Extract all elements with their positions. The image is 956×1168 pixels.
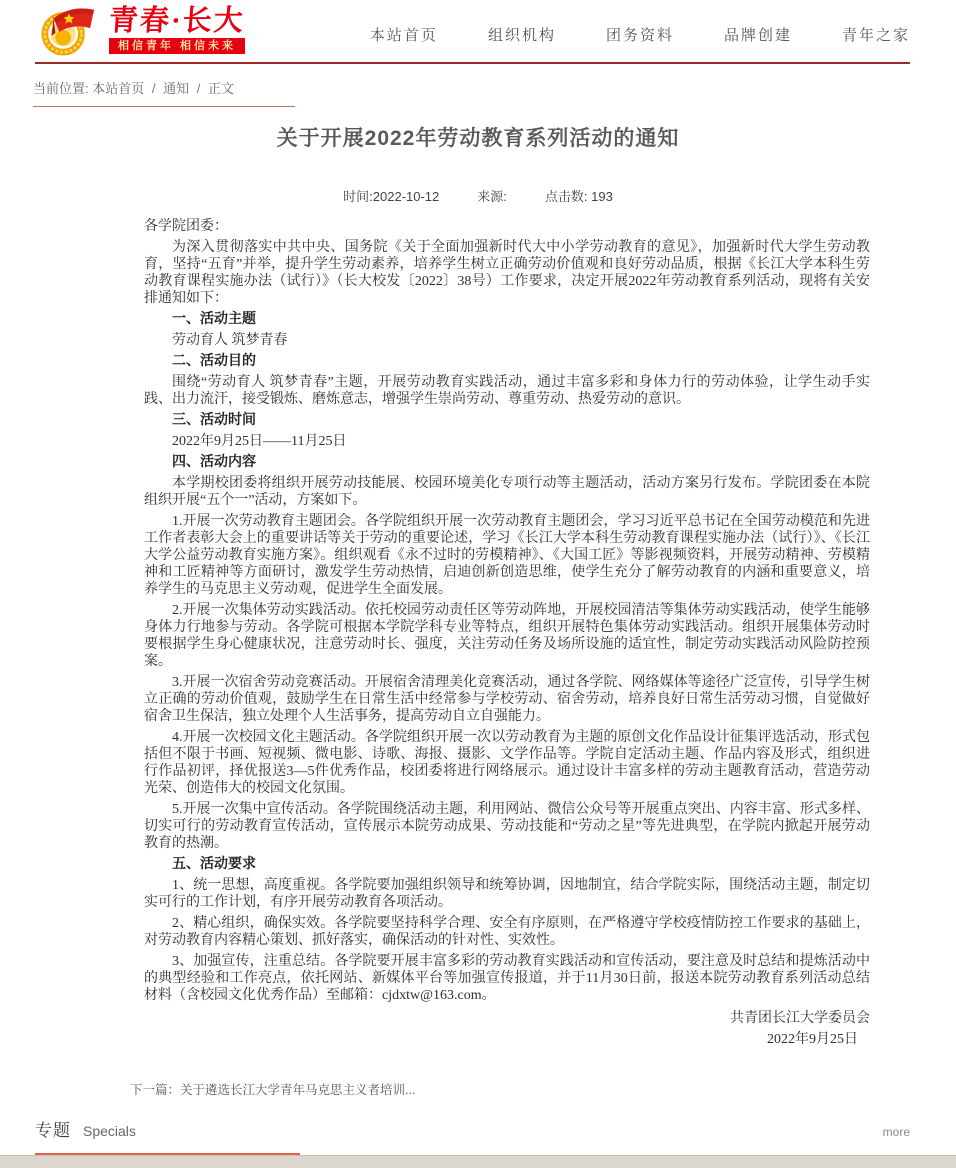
article-meta xyxy=(0,186,956,205)
main-nav xyxy=(370,24,910,45)
nav-item-brand-building[interactable]: 品牌创建 xyxy=(723,26,792,44)
signature-date: 2022年9月25日 xyxy=(767,1032,858,1047)
article-body xyxy=(144,218,870,1048)
meta-source: 来源: xyxy=(477,189,507,204)
nav-item-organization[interactable]: 组织机构 xyxy=(487,26,556,44)
article xyxy=(0,107,956,1058)
nav-item-home[interactable]: 本站首页 xyxy=(369,26,438,44)
paragraph: 3.开展一次宿舍劳动竞赛活动。开展宿舍清理美化竞赛活动，通过各学院、网络媒体等途径广泛宣传，引导学生树立正确的劳动价值观，鼓励学生在日常生活中经常参与学校劳动、宿舍劳动，培养良好日常生活劳动习惯，自觉做好宿舍卫生保洁，独立处理个人生活事务，提高劳动自立自强能力。 xyxy=(144,675,870,724)
paragraph: 1.开展一次劳动教育主题团会。各学院组织开展一次劳动教育主题团会，学习习近平总书记在全国劳动模范和先进工作者表彰大会上的重要讲话等关于劳动的重要论述，学习《长江大学本科生劳动教育课程实施办法（试行）》、《长江大学公益劳动教育实施方案》。组织观看《永不过时的劳模精神》、《大国工匠》等影视频资料，开展劳动精神、劳模精神和工匠精神等方面研讨，激发学生劳动热情，启迪创新创造思维，使学生充分了解劳动教育的内涵和重要意义，培养学生的马克思主义劳动观，促进学生全面发展。 xyxy=(144,514,870,597)
meta-clicks: 点击数: 193 xyxy=(544,189,613,204)
page-title: 关于开展2022年劳动教育系列活动的通知 xyxy=(276,127,680,150)
nav-item-youth-home[interactable]: 青年之家 xyxy=(841,26,910,44)
paragraph: 5.开展一次集中宣传活动。各学院围绕活动主题，利用网站、微信公众号等开展重点突出、内容丰富、形式多样、切实可行的劳动教育宣传活动，宣传展示本院劳动成果、劳动技能和“劳动之星”等先进典型，在学院内掀起开展劳动教育的热潮。 xyxy=(144,802,870,851)
signature-block xyxy=(144,1010,870,1048)
paragraph: 2022年9月25日——11月25日 xyxy=(172,434,347,449)
specials-more-link[interactable]: more xyxy=(882,1125,910,1139)
next-post-link[interactable]: 关于遴选长江大学青年马克思主义者培训... xyxy=(180,1083,416,1097)
site-logo[interactable] xyxy=(35,3,245,57)
paragraph: 1、统一思想，高度重视。各学院要加强组织领导和统筹协调，因地制宜，结合学院实际，围绕活动主题，制定切实可行的工作计划，有序开展劳动教育各项活动。 xyxy=(144,878,870,910)
section-heading: 二、活动目的 xyxy=(172,354,256,369)
logo-text xyxy=(109,6,245,54)
paragraph: 4.开展一次校园文化主题活动。各学院组织开展一次以劳动教育为主题的原创文化作品设计征集评选活动，形式包括但不限于书画、短视频、微电影、诗歌、海报、摄影、文学作品等。学院自定活动主题、作品内容及形式，组织进行作品初评，择优报送3—5件优秀作品，校团委将进行网络展示。通过设计丰富多样的劳动主题教育活动，营造劳动光荣、创造伟大的校园文化氛围。 xyxy=(144,730,870,796)
paragraph: 2.开展一次集体劳动实践活动。依托校园劳动责任区等劳动阵地，开展校园清洁等集体劳动实践活动，使学生能够身体力行地参与劳动。各学院可根据本学院学科专业等特点，组织开展特色集体劳动实践活动。组织开展集体劳动时要根据学生身心健康状况，注意劳动时长、强度，关注劳动任务及场所设施的适宜性，制定劳动实践活动风险防控预案。 xyxy=(144,603,870,669)
paragraph: 各学院团委： xyxy=(144,219,228,234)
section-heading: 一、活动主题 xyxy=(172,312,256,327)
paragraph: 为深入贯彻落实中共中央、国务院《关于全面加强新时代大中小学劳动教育的意见》，加强新时代大学生劳动教育，坚持“五育”并举，提升学生劳动素养，培养学生树立正确劳动价值观和良好劳动品质，根据《长江大学本科生劳动教育课程实施办法（试行）》（长大校发〔2022〕38号）工作要求，决定开展2022年劳动教育系列活动，现将有关安排通知如下： xyxy=(144,240,870,306)
section-heading: 五、活动要求 xyxy=(172,857,256,872)
specials-title-en: Specials xyxy=(83,1123,136,1139)
breadcrumb-item-notices[interactable]: 通知 xyxy=(163,81,190,96)
nav-item-league-materials[interactable]: 团务资料 xyxy=(605,26,674,44)
youth-league-emblem-icon xyxy=(35,3,99,57)
bottom-bar xyxy=(0,1155,956,1168)
section-heading: 四、活动内容 xyxy=(172,455,256,470)
breadcrumb-item-current: 正文 xyxy=(208,81,235,96)
paragraph: 2、精心组织，确保实效。各学院要坚持科学合理、安全有序原则，在严格遵守学校疫情防控工作要求的基础上，对劳动教育内容精心策划、抓好落实，确保活动的针对性、实效性。 xyxy=(144,916,870,948)
header-divider xyxy=(35,62,910,64)
paragraph: 3、加强宣传，注重总结。各学院要开展丰富多彩的劳动教育实践活动和宣传活动，要注意及时总结和提炼活动中的典型经验和工作亮点，依托网站、新媒体平台等加强宣传报道，并于11月30日前，报送本院劳动教育系列活动总结材料（含校园文化优秀作品）至邮箱：cjdxtw@163.com。 xyxy=(144,954,870,1003)
next-post xyxy=(130,1080,956,1098)
breadcrumb-separator: / xyxy=(151,81,156,96)
paragraph: 本学期校团委将组织开展劳动技能展、校园环境美化专项行动等主题活动，活动方案另行发布。学院团委在本院组织开展“五个一”活动，方案如下。 xyxy=(144,476,870,508)
specials-section xyxy=(35,1116,910,1155)
breadcrumb-item-home[interactable]: 本站首页 xyxy=(92,81,145,96)
specials-title-zh: 专题 xyxy=(35,1121,71,1140)
meta-time: 时间:2022-10-12 xyxy=(343,189,440,204)
section-heading: 三、活动时间 xyxy=(172,413,256,428)
breadcrumb xyxy=(33,78,956,97)
site-header xyxy=(0,0,956,62)
specials-header xyxy=(35,1116,910,1141)
paragraph: 围绕“劳动育人 筑梦青春”主题，开展劳动教育实践活动，通过丰富多彩和身体力行的劳动体验，让学生动手实践、出力流汗，接受锻炼、磨炼意志，增强学生崇尚劳动、尊重劳动、热爱劳动的意识。 xyxy=(144,375,870,407)
paragraph: 劳动育人 筑梦青春 xyxy=(172,333,288,348)
signature-org: 共青团长江大学委员会 xyxy=(730,1011,870,1026)
breadcrumb-separator: / xyxy=(196,81,201,96)
breadcrumb-label: 当前位置: xyxy=(33,81,89,96)
next-post-label: 下一篇： xyxy=(130,1083,181,1097)
logo-title: 青春·长大 xyxy=(107,5,246,37)
logo-tagline: 相信青年 相信未来 xyxy=(109,38,245,54)
